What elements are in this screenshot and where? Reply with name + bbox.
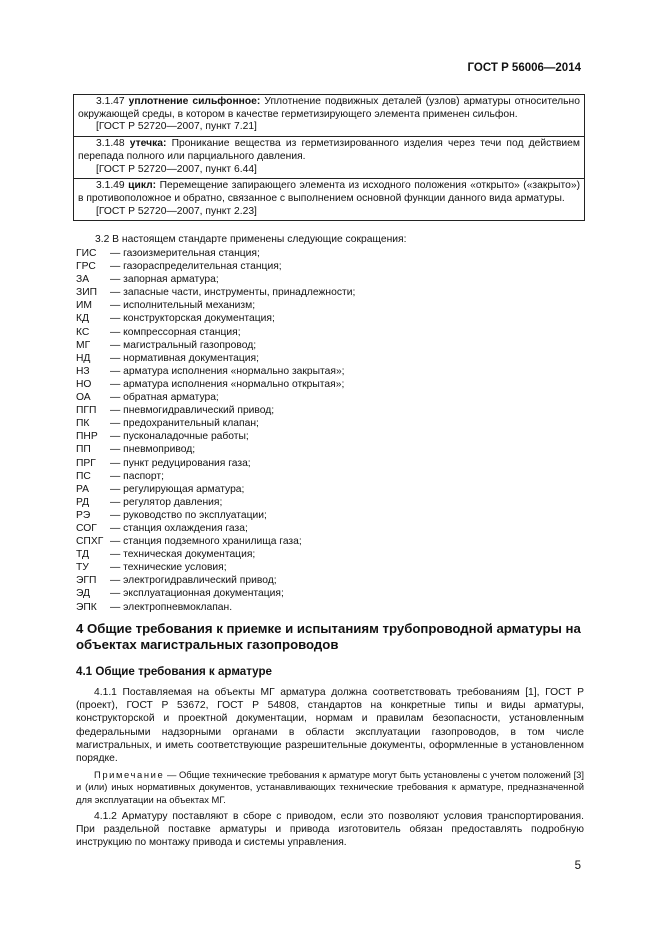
abbreviation-row: [76, 326, 355, 339]
abbreviation-row: [76, 509, 355, 522]
abbreviation-row: [76, 260, 355, 273]
abbreviation-description: — паспорт;: [110, 470, 164, 482]
abbreviation-row: [76, 522, 355, 535]
abbreviation-description: — техническая документация;: [110, 549, 256, 561]
definition-entry: [74, 95, 584, 137]
abbreviation-code: НД: [76, 352, 91, 364]
abbreviation-code: НЗ: [76, 365, 90, 377]
definition-text: [78, 180, 580, 205]
abbreviation-description: — регулятор давления;: [110, 496, 223, 508]
abbreviation-code: ПС: [76, 470, 91, 482]
standard-designation: ГОСТ Р 56006—2014: [467, 62, 581, 74]
abbreviation-description: — запорная арматура;: [110, 274, 219, 286]
abbreviation-description: — исполнительный механизм;: [110, 300, 256, 312]
note-label: Примечание: [94, 769, 165, 780]
definition-reference: [ГОСТ Р 52720—2007, пункт 2.23]: [96, 205, 257, 217]
abbreviation-code: ЭД: [76, 588, 91, 600]
abbreviation-code: СОГ: [76, 522, 97, 534]
definition-entry: [74, 179, 584, 220]
definition-reference: [ГОСТ Р 52720—2007, пункт 7.21]: [96, 121, 257, 133]
abbreviation-row: [76, 417, 355, 430]
abbreviation-code: РЭ: [76, 509, 91, 521]
abbreviation-description: — предохранительный клапан;: [110, 418, 259, 430]
abbreviation-description: — запасные части, инструменты, принадлежности;: [110, 287, 356, 299]
abbreviation-description: — руководство по эксплуатации;: [110, 509, 267, 521]
abbreviation-code: ОА: [76, 392, 91, 404]
abbreviation-description: — конструкторская документация;: [110, 313, 275, 325]
abbreviation-row: [76, 496, 355, 509]
abbreviation-row: [76, 339, 355, 352]
abbreviation-row: [76, 352, 355, 365]
abbreviation-row: [76, 457, 355, 470]
definition-body: Уплотнение подвижных деталей (узлов) арматуры относительно окружающей среды, в котором в качестве герметизирующего элемента применен сильфон.: [78, 96, 580, 120]
abbreviation-description: — электропневмоклапан.: [110, 601, 233, 613]
abbreviation-description: — магистральный газопровод;: [110, 339, 257, 351]
abbreviation-code: НО: [76, 378, 92, 390]
abbreviation-code: ТД: [76, 549, 89, 561]
abbreviation-code: ПП: [76, 444, 91, 456]
definition-body: Проникание вещества из герметизированного изделия через течи под действием перепада полного или парциального давления.: [78, 138, 580, 162]
abbreviation-description: — эксплуатационная документация;: [110, 588, 284, 600]
abbreviation-code: ТУ: [76, 562, 89, 574]
abbreviation-code: МГ: [76, 339, 91, 351]
subsection-title: 4.1 Общие требования к арматуре: [76, 665, 272, 678]
page-number: 5: [574, 860, 581, 872]
abbreviation-row: [76, 312, 355, 325]
abbreviation-description: — пусконаладочные работы;: [110, 431, 249, 443]
abbreviation-description: — арматура исполнения «нормально закрытая»;: [110, 365, 345, 377]
abbreviation-row: [76, 548, 355, 561]
abbreviation-code: КД: [76, 313, 89, 325]
abbreviation-row: [76, 470, 355, 483]
abbreviation-description: — газораспределительная станция;: [110, 261, 282, 273]
abbreviation-description: — обратная арматура;: [110, 392, 219, 404]
definition-entry: [74, 137, 584, 179]
note-text: — Общие технические требования к арматуре могут быть установлены с учетом положений [3] и (или) иных нормативных документов, устанавливающих технические требования к арматуре, предназначенной для эксплуатации на объектах МГ.: [76, 769, 585, 805]
definitions-box: [73, 94, 585, 221]
abbreviation-row: [76, 443, 355, 456]
abbreviation-description: — электрогидравлический привод;: [110, 575, 277, 587]
abbreviation-row: [76, 299, 355, 312]
abbreviation-row: [76, 365, 355, 378]
abbreviation-code: ГИС: [76, 248, 97, 259]
definition-text: [78, 96, 580, 121]
abbreviation-code: ЭГП: [76, 575, 97, 587]
abbreviation-row: [76, 391, 355, 404]
abbreviation-row: [76, 587, 355, 600]
abbreviation-row: [76, 378, 355, 391]
abbreviation-row: [76, 247, 355, 260]
paragraph-4-1-1: 4.1.1 Поставляемая на объекты МГ арматура должна соответствовать требованиям [1], ГОСТ Р (проект), ГОСТ Р 53672, ГОСТ Р 54808, стандартов на конкретные типы и виды арматуры, конструкторской и проектной документации, нормам и правилам безопасности, установленным федеральными надзорными органами в области эксплуатации газопроводов, в том числе магистральных, и иметь соответствующие разрешительные документы, оформленные в установленном порядке.: [76, 687, 584, 765]
abbreviation-code: ИМ: [76, 300, 92, 312]
note: [76, 769, 584, 806]
definition-term: цикл:: [128, 180, 157, 192]
abbreviation-description: — компрессорная станция;: [110, 326, 241, 338]
abbreviation-row: [76, 574, 355, 587]
definition-body: Перемещение запирающего элемента из исходного положения «открыто» («закрыто») в противоположное и обратно, связанное с выполнением основной функции данного вида арматуры.: [78, 180, 580, 204]
abbreviation-description: — станция подземного хранилища газа;: [110, 536, 302, 548]
abbreviation-code: ГРС: [76, 261, 96, 273]
definition-number: 3.1.49: [96, 180, 125, 192]
abbreviation-row: [76, 535, 355, 548]
abbreviation-code: РД: [76, 496, 90, 508]
abbreviation-description: — станция охлаждения газа;: [110, 522, 248, 534]
abbreviation-code: ПНР: [76, 431, 98, 443]
abbreviation-row: [76, 404, 355, 417]
definition-text: [78, 138, 580, 163]
abbreviation-code: ПК: [76, 418, 90, 430]
abbreviation-code: СПХГ: [76, 536, 104, 548]
abbreviation-row: [76, 286, 355, 299]
abbreviations-list: [76, 247, 355, 614]
abbreviation-row: [76, 273, 355, 286]
abbreviations-intro: 3.2 В настоящем стандарте применены следующие сокращения:: [95, 234, 407, 245]
abbreviation-description: — арматура исполнения «нормально открытая»;: [110, 378, 345, 390]
abbreviation-description: — технические условия;: [110, 562, 227, 574]
abbreviation-description: — нормативная документация;: [110, 352, 259, 364]
abbreviation-code: ЗИП: [76, 287, 98, 299]
definition-reference: [ГОСТ Р 52720—2007, пункт 6.44]: [96, 163, 257, 175]
abbreviation-code: ЭПК: [76, 601, 97, 613]
abbreviation-code: ПГП: [76, 405, 97, 417]
abbreviation-description: — пункт редуцирования газа;: [110, 457, 251, 469]
definition-number: 3.1.48: [96, 138, 125, 150]
abbreviation-row: [76, 430, 355, 443]
definition-term: уплотнение сильфонное:: [128, 96, 261, 107]
definition-term: утечка:: [129, 138, 167, 150]
paragraph-4-1-2: 4.1.2 Арматуру поставляют в сборе с приводом, если это позволяют условия транспортирования. При раздельной поставке арматуры и привода изготовитель обязан предоставлять подробную инструкцию по монтажу привода и системы управления.: [76, 811, 584, 849]
abbreviation-code: ПРГ: [76, 457, 96, 469]
abbreviation-row: [76, 601, 355, 614]
section-title: 4 Общие требования к приемке и испытаниям трубопроводной арматуры на объектах магистральных газопроводов: [76, 621, 581, 652]
abbreviation-description: — регулирующая арматура;: [110, 483, 245, 495]
abbreviation-code: КС: [76, 326, 90, 338]
abbreviation-description: — пневмопривод;: [110, 444, 196, 456]
abbreviation-description: — газоизмерительная станция;: [110, 248, 260, 259]
definition-number: 3.1.47: [96, 96, 125, 107]
abbreviation-code: ЗА: [76, 274, 90, 286]
abbreviation-row: [76, 483, 355, 496]
abbreviation-code: РА: [76, 483, 90, 495]
abbreviation-description: — пневмогидравлический привод;: [110, 405, 275, 417]
abbreviation-row: [76, 561, 355, 574]
